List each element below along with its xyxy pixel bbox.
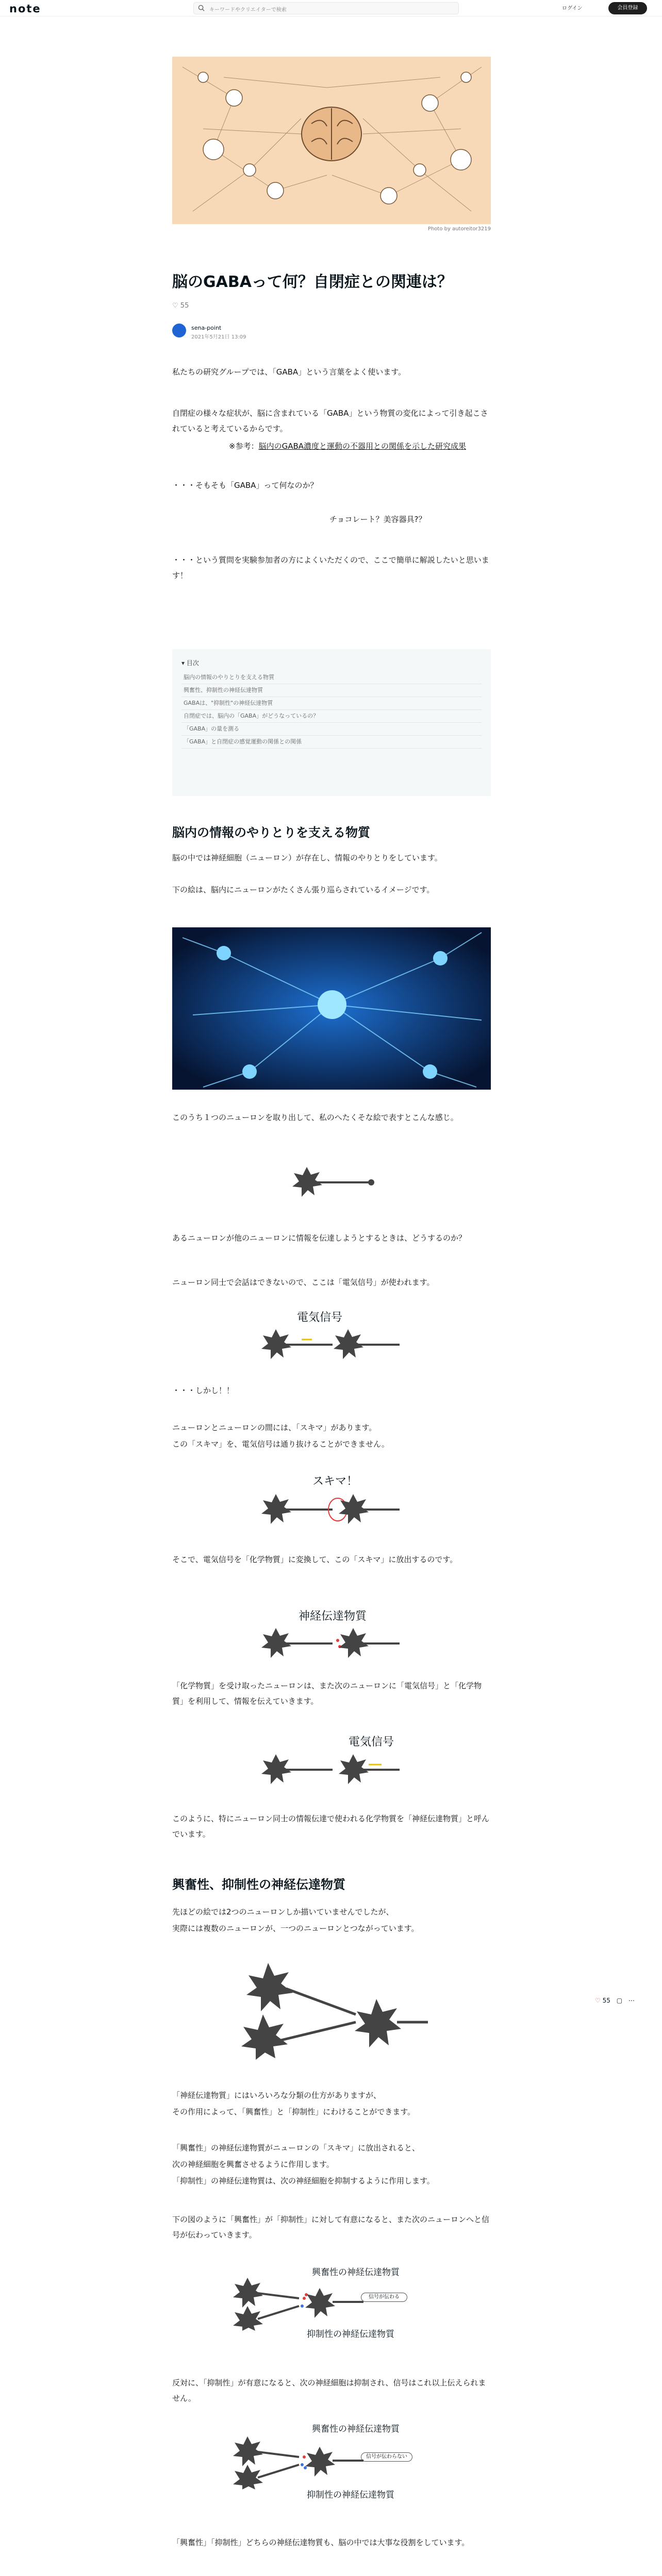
toc-item[interactable]: 「GABA」の量を測る [181, 723, 482, 736]
figure-label: 興奮性の神経伝達物質 [312, 2267, 400, 2278]
paragraph: チョコレート？美容器具?？ [329, 515, 426, 524]
toc-item[interactable]: 自閉症では、脳内の「GABA」がどうなっているの？ [181, 710, 482, 723]
paragraph: ニューロンとニューロンの間には、「スキマ」があります。 [172, 1423, 377, 1432]
signal-block-badge: 信号が伝わらない [361, 2452, 412, 2462]
heart-icon: ♡ [172, 302, 180, 310]
header [0, 0, 662, 16]
paragraph: 脳の中では神経細胞（ニューロン）が存在し、情報のやりとりをしています。 [172, 853, 442, 862]
section-heading: 脳内の情報のやりとりを支える物質 [172, 825, 370, 840]
avatar[interactable] [172, 324, 186, 337]
reference-link[interactable]: 脳内のGABA濃度と運動の不器用との関係を示した研究成果 [258, 442, 467, 451]
paragraph: そこで、電気信号を「化学物質」に変換して、この「スキマ」に放出するのです。 [172, 1555, 458, 1564]
side-action-bar [595, 1997, 641, 2009]
photo-credit[interactable]: Photo by autoreitor3219 [427, 226, 491, 232]
gap-figure [255, 1489, 410, 1530]
paragraph: 次の神経細胞を興奮させるように作用します。 [172, 2160, 334, 2169]
toc-item[interactable]: GABAは、"抑制性"の神経伝達物質 [181, 697, 482, 710]
paragraph: この「スキマ」を、電気信号は通り抜けることができません。 [172, 1439, 389, 1449]
figure-label: 電気信号 [296, 1311, 342, 1324]
figure-label: 電気信号 [348, 1736, 394, 1749]
figure-label: 抑制性の神経伝達物質 [307, 2490, 394, 2500]
table-of-contents [172, 649, 491, 796]
paragraph: ・・・という質問を実験参加者の方によくいただくので、ここで簡単に解説したいと思います！ [172, 555, 489, 580]
author-name[interactable]: sena-point [191, 325, 222, 331]
paragraph: 自閉症の様々な症状が、脳に含まれている「GABA」という物質の変化によって引き起こされていると考えているからです。 [172, 409, 488, 433]
neuron-figure [286, 1162, 379, 1203]
figure-label: 抑制性の神経伝達物質 [307, 2329, 394, 2340]
side-like-count: 55 [602, 1997, 610, 2004]
paragraph: あるニューロンが他のニューロンに情報を伝達しようとするときは、どうするのか？ [172, 1233, 467, 1243]
paragraph: ・・・そもそも「GABA」って何なのか？ [172, 481, 318, 490]
publish-date: 2021年5月21日 13:09 [191, 334, 246, 340]
note-logo[interactable]: note [9, 3, 41, 15]
transmitter-figure [255, 1623, 410, 1664]
paragraph: 「興奮性」「抑制性」どちらの神経伝達物質も、脳の中では大事な役割をしています。 [172, 2538, 470, 2547]
share-icon[interactable]: ⋯ [628, 1997, 635, 2004]
paragraph: 先ほどの絵では2つのニューロンしか描いていませんでしたが、 [172, 1907, 394, 1917]
section-heading: 興奮性、抑制性の神経伝達物質 [172, 1877, 345, 1892]
figure-label: 興奮性の神経伝達物質 [312, 2424, 400, 2434]
search-input[interactable] [193, 2, 459, 14]
paragraph: 「抑制性」の神経伝達物質は、次の神経細胞を抑制するように作用します。 [172, 2176, 435, 2185]
figure-label: 神経伝達物質 [298, 1610, 367, 1623]
neuron-image [172, 927, 491, 1090]
paragraph: このうち１つのニューロンを取り出して、私のへたくそな絵で表すとこんな感じ。 [172, 1113, 458, 1122]
network-figure [237, 1958, 433, 2061]
paragraph: 「神経伝達物質」にはいろいろな分類の仕方がありますが、 [172, 2091, 382, 2100]
reference: ※参考：脳内のGABA濃度と運動の不器用との関係を示した研究成果 [229, 442, 467, 451]
paragraph: 下の絵は、脳内にニューロンがたくさん張り巡らされているイメージです。 [172, 885, 435, 894]
paragraph: 「化学物質」を受け取ったニューロンは、また次のニューロンに「電気信号」と「化学物質」を利用して、情報を伝えていきます。 [172, 1681, 482, 1706]
paragraph: ・・・しかし！！ [172, 1386, 235, 1395]
search-placeholder: キーワードやクリエイターで検索 [209, 7, 287, 13]
like-count[interactable]: ♡ 55 [172, 302, 189, 310]
paragraph: 反対に、「抑制性」が有意になると、次の神経細胞は抑制され、信号はこれ以上伝えられません。 [172, 2378, 486, 2403]
excitation-figure [232, 2265, 438, 2342]
heart-icon[interactable]: ♡ [595, 1997, 601, 2004]
relay-figure [255, 1749, 410, 1790]
paragraph: このように、特にニューロン同士の情報伝達で使われる化学物質を「神経伝達物質」と呼んでいます。 [172, 1814, 490, 1839]
login-button[interactable]: ログイン [562, 6, 583, 11]
toc-item[interactable]: 「GABA」と自閉症の感覚運動の関係との関係 [181, 736, 482, 749]
paragraph: 私たちの研究グループでは、「GABA」という言葉をよく使います。 [172, 367, 406, 377]
paragraph: ニューロン同士で会話はできないので、ここは「電気信号」が使われます。 [172, 1278, 435, 1287]
paragraph: その作用によって、「興奮性」と「抑制性」にわけることができます。 [172, 2107, 416, 2116]
comment-icon[interactable]: ▢ [616, 1997, 623, 2004]
search-icon [198, 5, 205, 11]
paragraph: 下の図のように「興奮性」が「抑制性」に対して有意になると、また次のニューロンへと信号が伝わっていきます。 [172, 2215, 490, 2240]
inhibition-figure [232, 2421, 438, 2504]
signal-figure [255, 1324, 410, 1365]
signup-button[interactable]: 会員登録 [608, 2, 647, 14]
paragraph: 実際には複数のニューロンが、一つのニューロンとつながっています。 [172, 1924, 419, 1933]
paragraph: 「興奮性」の神経伝達物質がニューロンの「スキマ」に放出されると、 [172, 2143, 420, 2153]
figure-label: スキマ！ [312, 1475, 358, 1488]
article-title: 脳のGABAって何？自閉症との関連は？ [172, 273, 453, 291]
toc-item[interactable]: 興奮性、抑制性の神経伝達物質 [181, 684, 482, 697]
eyecatch-image [172, 57, 491, 224]
signal-pass-badge: 信号が伝わる [361, 2293, 407, 2302]
toc-item[interactable]: 脳内の情報のやりとりを支える物質 [181, 671, 482, 684]
toc-title: ▾ 目次 [181, 659, 199, 667]
